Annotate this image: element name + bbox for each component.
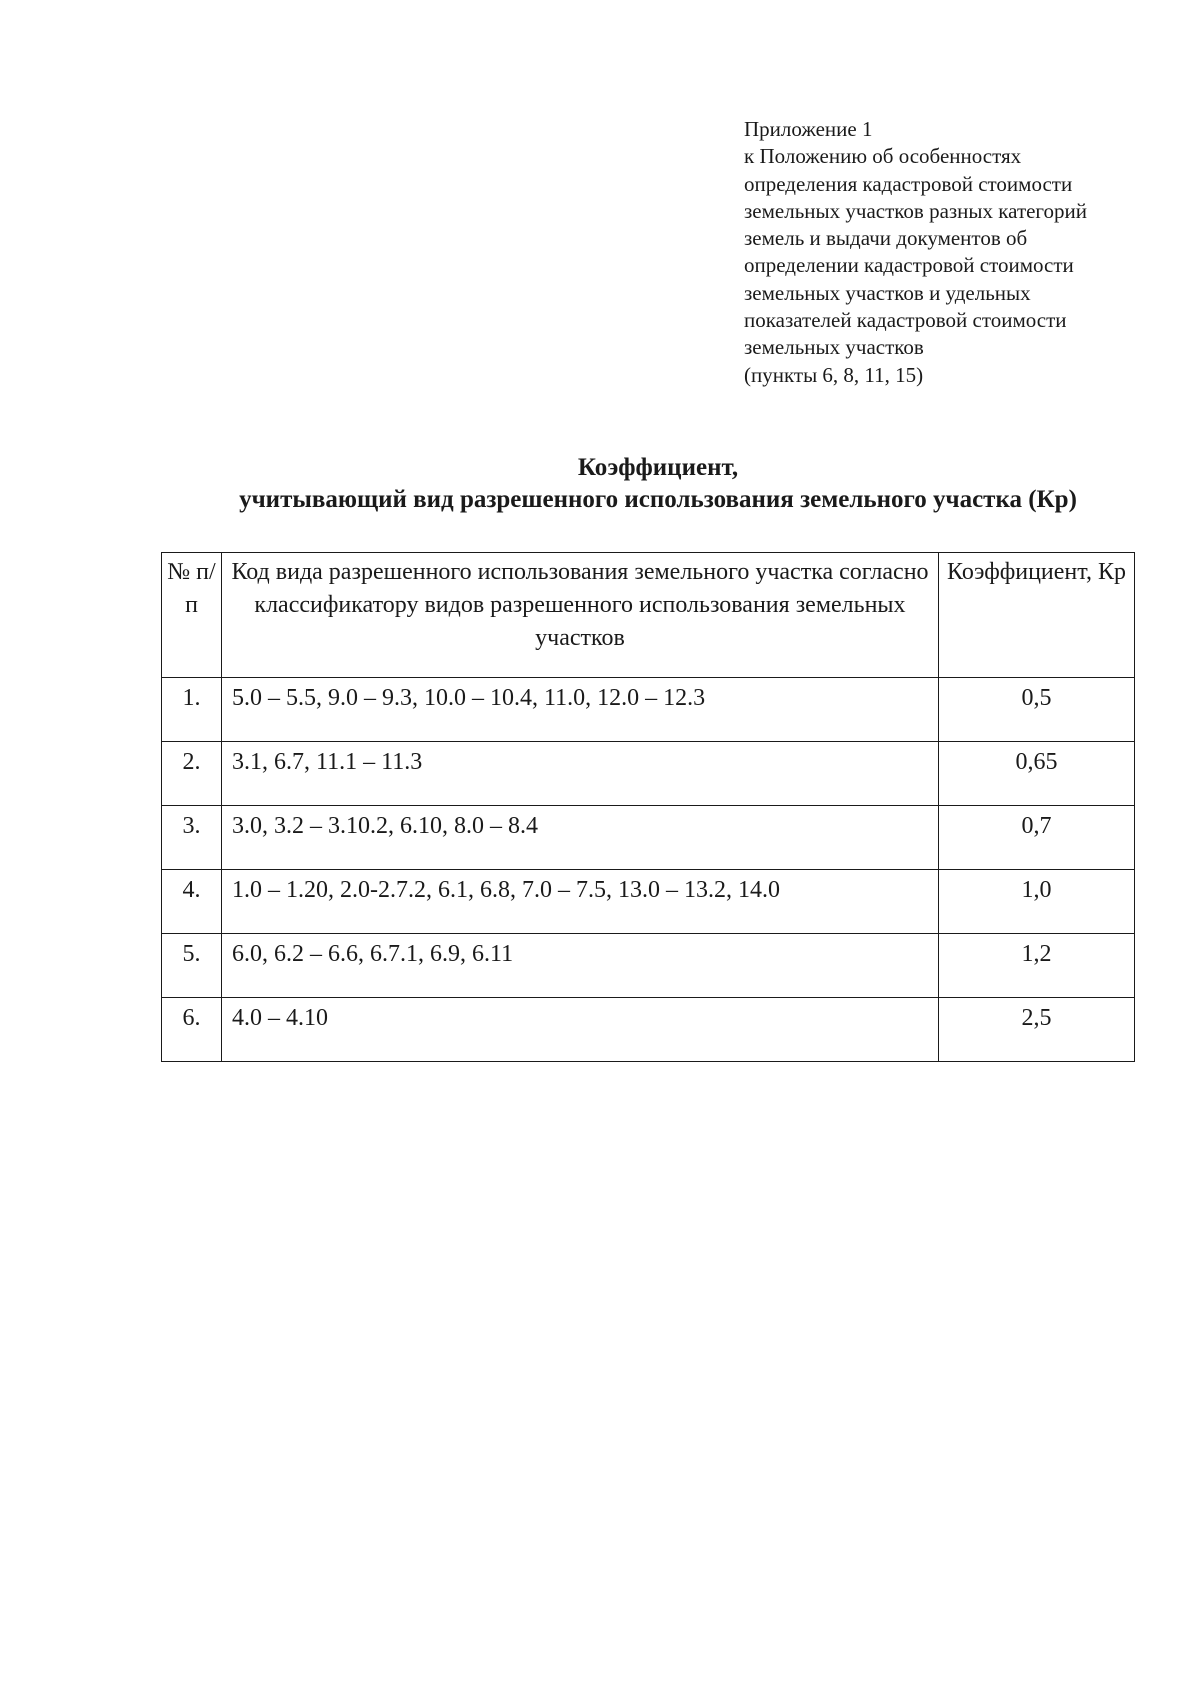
- coefficient-table: [161, 552, 1135, 1062]
- cell-coef: 0,65: [939, 742, 1135, 806]
- document-title: Коэффициент,: [577, 454, 739, 481]
- cell-coef: 1,0: [939, 870, 1135, 934]
- cell-num: 1.: [162, 678, 222, 742]
- table-row: [162, 806, 1135, 870]
- table-row: [162, 934, 1135, 998]
- cell-num: 6.: [162, 998, 222, 1062]
- cell-coef: 0,5: [939, 678, 1135, 742]
- cell-code: 1.0 – 1.20, 2.0-2.7.2, 6.1, 6.8, 7.0 – 7.5, 13.0 – 13.2, 14.0: [222, 870, 939, 934]
- annex-line: определения кадастровой стоимости: [744, 171, 1073, 196]
- table-row: [162, 870, 1135, 934]
- header-num: № п/п: [162, 553, 222, 678]
- table-row: [162, 678, 1135, 742]
- cell-num: 2.: [162, 742, 222, 806]
- header-coef: Коэффициент, Кр: [939, 553, 1135, 678]
- cell-code: 3.1, 6.7, 11.1 – 11.3: [222, 742, 939, 806]
- annex-line: (пункты 6, 8, 11, 15): [744, 362, 924, 387]
- header-code: Код вида разрешенного использования земельного участка согласно классификатору видов разрешенного использования земельных участков: [222, 553, 939, 678]
- table-row: [162, 998, 1135, 1062]
- cell-code: 5.0 – 5.5, 9.0 – 9.3, 10.0 – 10.4, 11.0, 12.0 – 12.3: [222, 678, 939, 742]
- annex-line: определении кадастровой стоимости: [744, 253, 1074, 278]
- annex-line: земельных участков и удельных: [744, 280, 1031, 305]
- table-header-row: [162, 553, 1135, 678]
- cell-num: 3.: [162, 806, 222, 870]
- cell-code: 4.0 – 4.10: [222, 998, 939, 1062]
- annex-reference: [744, 116, 1164, 389]
- annex-line: земельных участков разных категорий: [744, 198, 1088, 223]
- cell-coef: 1,2: [939, 934, 1135, 998]
- cell-coef: 2,5: [939, 998, 1135, 1062]
- cell-coef: 0,7: [939, 806, 1135, 870]
- annex-line: земель и выдачи документов об: [744, 226, 1028, 251]
- annex-line: Приложение 1: [744, 117, 873, 141]
- cell-code: 3.0, 3.2 – 3.10.2, 6.10, 8.0 – 8.4: [222, 806, 939, 870]
- cell-num: 4.: [162, 870, 222, 934]
- document-subtitle: учитывающий вид разрешенного использования земельного участка (Кр): [239, 486, 1077, 513]
- cell-code: 6.0, 6.2 – 6.6, 6.7.1, 6.9, 6.11: [222, 934, 939, 998]
- annex-line: показателей кадастровой стоимости: [744, 308, 1067, 333]
- table-row: [162, 742, 1135, 806]
- cell-num: 5.: [162, 934, 222, 998]
- annex-line: земельных участков: [744, 335, 924, 360]
- annex-line: к Положению об особенностях: [744, 144, 1022, 169]
